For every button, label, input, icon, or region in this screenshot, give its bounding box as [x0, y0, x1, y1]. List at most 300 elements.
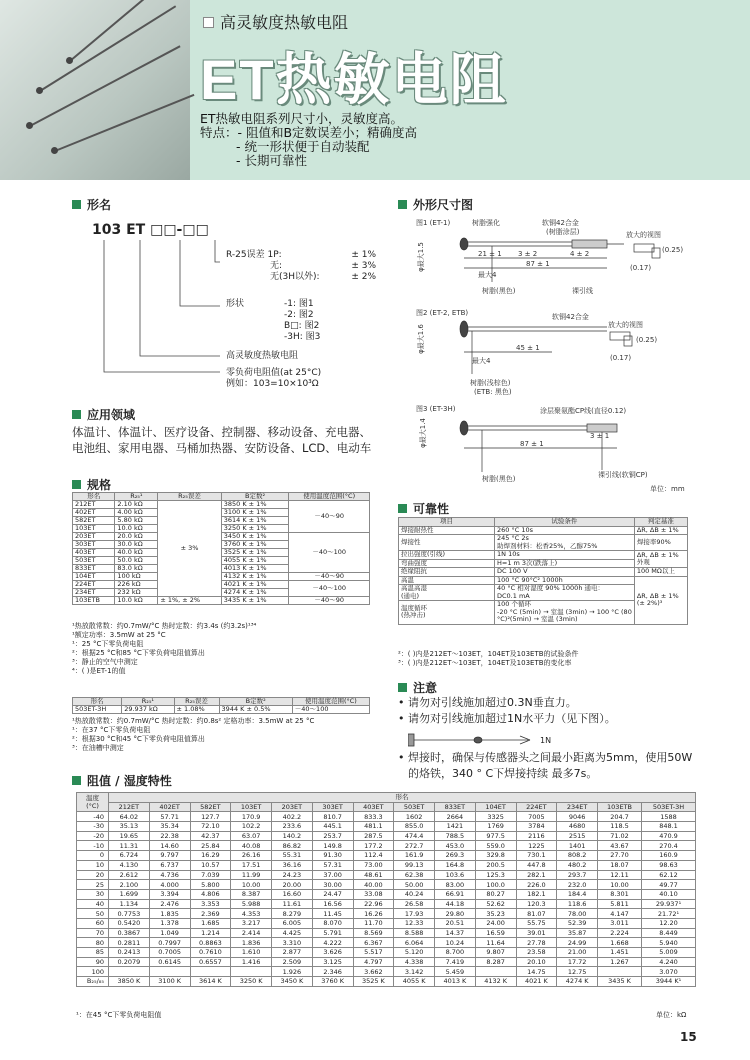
section-rt-heading: 阻值 / 湿度特性	[72, 772, 172, 789]
fig2-label: 图2 (ET-2, ETB)	[416, 309, 469, 317]
cell: 2116	[516, 831, 557, 841]
cell: 30.0 kΩ	[115, 541, 158, 549]
force-diagram	[408, 730, 558, 750]
cell: 2664	[435, 812, 476, 822]
cell: 559.0	[475, 841, 516, 851]
cell: 0.2811	[109, 938, 150, 948]
cell: 形名	[73, 698, 122, 706]
fig1-magnified-label: 放大的视图	[626, 231, 661, 239]
fig1-max4: 最大4	[478, 271, 497, 279]
cell: 焊接性	[399, 535, 495, 551]
cell: 8.287	[475, 957, 516, 967]
spec-notes: ¹热放散常数：约0.7mW/°C 热时定数：约3.4s (约3.2s)¹³⁴ ¹额定功率：3.5mW at 25 °C ¹：25 °C下零负荷电阻 ²：根据25 °C和85 °C下零负荷电阻值算出 ³：静止的空气中测定 ⁴：( )是ET-1的值	[72, 622, 257, 675]
cell: 3850 K ± 1%	[221, 501, 289, 509]
cell: 5.800	[190, 880, 231, 890]
cell: 50.00	[394, 880, 435, 890]
cell: 329.8	[475, 851, 516, 861]
cell: 3.217	[231, 918, 272, 928]
table-row	[77, 957, 696, 967]
cell: 855.0	[394, 822, 435, 832]
application-text: 体温计、体温计、医疗设备、控制器、移动设备、充电器、 电池组、家用电器、马桶加热器、安防设备、LCD、电动车	[72, 425, 372, 455]
cell: 50	[77, 909, 109, 919]
cell: 103ET	[73, 525, 115, 533]
fig1-bare-lead: 裸引线	[572, 287, 593, 295]
cell: 3250 K ± 1%	[221, 525, 289, 533]
fig1-lead-label2: (树脂涂层)	[546, 228, 580, 236]
cell: 60	[77, 918, 109, 928]
cell: 7.039	[190, 870, 231, 880]
cell: 10.24	[435, 938, 476, 948]
cell: 20.10	[516, 957, 557, 967]
cell: 30	[77, 889, 109, 899]
cell: 6.724	[109, 851, 150, 861]
cell: 833.3	[353, 812, 394, 822]
cell: 1.699	[109, 889, 150, 899]
drawing-lines	[412, 214, 712, 496]
cell: 62.38	[394, 870, 435, 880]
cell: 27.78	[516, 938, 557, 948]
cell: 9046	[557, 812, 598, 822]
cell: 503ET-3H	[73, 706, 122, 714]
rt-group-row	[77, 793, 696, 803]
cell: 977.5	[475, 831, 516, 841]
cell: 0.3867	[109, 928, 150, 938]
cell: 100	[77, 967, 109, 977]
cell: 10.00	[598, 880, 642, 890]
cell: 200.5	[475, 860, 516, 870]
cell: 55.75	[516, 918, 557, 928]
cell: 52.39	[557, 918, 598, 928]
cell: 103ETB	[73, 597, 115, 605]
cell: 81.07	[516, 909, 557, 919]
cell: 高温高湿 (通电)	[399, 585, 495, 601]
cell: 100 °C 90°C² 1000h	[495, 576, 635, 585]
cell: 14.37	[435, 928, 476, 938]
cell: 402ET	[73, 509, 115, 517]
cell: 14.75	[516, 967, 557, 977]
cell: ± 1%, ± 2%	[158, 597, 221, 605]
cell: 8.279	[272, 909, 313, 919]
fig3-bare-lead: 裸引线(软铜CP)	[598, 471, 648, 479]
cell: 100.0	[475, 880, 516, 890]
cell: 11.31	[109, 841, 150, 851]
cell: 1.685	[190, 918, 231, 928]
cell: 98.63	[642, 860, 696, 870]
cell: 3100 K	[149, 977, 190, 987]
cell: 12.33	[394, 918, 435, 928]
cell: 2.224	[598, 928, 642, 938]
table-row	[77, 967, 696, 977]
table-row	[77, 918, 696, 928]
cell: 3.353	[190, 899, 231, 909]
cell: 4.338	[394, 957, 435, 967]
cell: 43.67	[598, 841, 642, 851]
cell: 80.27	[475, 889, 516, 899]
cell: 4132 K	[475, 977, 516, 987]
cell: ΔR, ΔB ± 1% (± 2%)³	[634, 576, 687, 624]
section-reliability-heading: 可靠性	[398, 500, 449, 517]
cell: 40.0 kΩ	[115, 549, 158, 557]
section-form-heading: 形名	[72, 196, 111, 213]
cell: R₂₅¹	[122, 698, 174, 706]
cell: 24.99	[557, 938, 598, 948]
cell: 3760 K ± 1%	[221, 541, 289, 549]
cell: 17.93	[394, 909, 435, 919]
notes-list	[398, 695, 698, 727]
cell: 453.0	[435, 841, 476, 851]
reliability-table	[398, 517, 688, 625]
rt-col-header: 234ET	[557, 802, 598, 812]
table-row	[77, 841, 696, 851]
cell: 833ET	[73, 565, 115, 573]
spec-tol-cell: ± 3%	[158, 501, 221, 597]
cell: 4274 K ± 1%	[221, 589, 289, 597]
cell: 40.10	[642, 889, 696, 899]
cell: 20	[77, 870, 109, 880]
cell: 3.070	[642, 967, 696, 977]
fig2-magnified-label: 放大的视图	[608, 321, 643, 329]
fig3-label: 图3 (ET-3H)	[416, 405, 456, 413]
spec-range-cell: －40～100	[289, 581, 370, 597]
table-row	[77, 812, 696, 822]
cell: 3450 K ± 1%	[221, 533, 289, 541]
cell: 4680	[557, 822, 598, 832]
cell: 3525 K	[353, 977, 394, 987]
cell: ΔR, ΔB ± 1%	[634, 526, 687, 535]
cell: 57.31	[312, 860, 353, 870]
cell: 16.29	[190, 851, 231, 861]
table-row	[77, 889, 696, 899]
table-row	[73, 706, 370, 714]
cell: 70	[77, 928, 109, 938]
fig2-017: (0.17)	[610, 354, 632, 362]
cell: 232.0	[557, 880, 598, 890]
cell: 37.00	[312, 870, 353, 880]
cell: 3.626	[312, 948, 353, 958]
cell: 35.87	[557, 928, 598, 938]
cell	[598, 967, 642, 977]
cell: 125.3	[475, 870, 516, 880]
table-row	[77, 880, 696, 890]
cell: 4.00 kΩ	[115, 509, 158, 517]
cell: 22.96	[353, 899, 394, 909]
cell: 3525 K ± 1%	[221, 549, 289, 557]
cell: 11.99	[231, 870, 272, 880]
shape-label: 形状	[226, 299, 245, 309]
cell: 16.59	[475, 928, 516, 938]
cell: 4.353	[231, 909, 272, 919]
rt-col-header: 224ET	[516, 802, 557, 812]
cell: R₂₅误差	[174, 698, 219, 706]
cell: 1588	[642, 812, 696, 822]
cell: 40 °C 相对湿度 90% 1000h 通电： DC0.1 mA	[495, 585, 635, 601]
cell: 1.378	[149, 918, 190, 928]
rel-header-row	[399, 518, 688, 527]
cell: 1.416	[231, 957, 272, 967]
cell: 39.01	[516, 928, 557, 938]
cell: 184.4	[557, 889, 598, 899]
cell: 10.0 kΩ	[115, 525, 158, 533]
cell: 0.6557	[190, 957, 231, 967]
cell: 6.005	[272, 918, 313, 928]
table-row	[77, 822, 696, 832]
cell: 26.16	[231, 851, 272, 861]
spec-col-r25: R₂₅¹	[115, 493, 158, 501]
cell: 403ET	[73, 549, 115, 557]
cell: 253.7	[312, 831, 353, 841]
rt-col-header: 203ET	[272, 802, 313, 812]
rt-col-header: 503ET-3H	[642, 802, 696, 812]
cell: 287.5	[353, 831, 394, 841]
cell: 170.9	[231, 812, 272, 822]
cell: 1401	[557, 841, 598, 851]
cell: 25	[77, 880, 109, 890]
cell: 49.77	[642, 880, 696, 890]
cell: 72.10	[190, 822, 231, 832]
table-row	[399, 526, 688, 535]
cell: 29.80	[435, 909, 476, 919]
table-row	[399, 551, 688, 560]
cell: 2.612	[109, 870, 150, 880]
cell: 503ET	[73, 557, 115, 565]
cell: 5.459	[435, 967, 476, 977]
cell: 272.7	[394, 841, 435, 851]
dimension-drawings	[412, 214, 712, 496]
cell: 91.30	[312, 851, 353, 861]
cell: -20	[77, 831, 109, 841]
cell: 14.60	[149, 841, 190, 851]
table-row	[77, 899, 696, 909]
cell: 11.64	[475, 938, 516, 948]
cell: 10.0 kΩ	[115, 597, 158, 605]
cell: 5.988	[231, 899, 272, 909]
spec-range-cell: －40～90	[289, 597, 370, 605]
zero-load-label: 零负荷电阻值(at 25°C)	[226, 368, 322, 378]
cell: 11.45	[312, 909, 353, 919]
cell: 50.0 kΩ	[115, 557, 158, 565]
cell: 0.7753	[109, 909, 150, 919]
cell: 4013 K ± 1%	[221, 565, 289, 573]
cell: 8.700	[435, 948, 476, 958]
cell: 118.6	[557, 899, 598, 909]
section-notes-heading: 注意	[398, 679, 437, 696]
cell: 11.61	[272, 899, 313, 909]
rt-col-header: 833ET	[435, 802, 476, 812]
spec-col-range: 使用温度范围(°C)	[289, 493, 370, 501]
cell: 4.147	[598, 909, 642, 919]
cell: 42.37	[190, 831, 231, 841]
example-label: 例如：103=10×10³Ω	[226, 379, 319, 389]
cell: 1.451	[598, 948, 642, 958]
cell: 焊接率90%	[634, 535, 687, 551]
cell: 848.1	[642, 822, 696, 832]
table-row	[77, 938, 696, 948]
fig2-resin-etb: (ETB: 黑色)	[474, 388, 512, 396]
cell: 4.736	[149, 870, 190, 880]
note-item: • 请勿对引线施加超过0.3N垂直力。	[398, 696, 577, 709]
cell: 16.26	[353, 909, 394, 919]
cell: -30	[77, 822, 109, 832]
cell: 8.070	[312, 918, 353, 928]
cell: 40.00	[353, 880, 394, 890]
force-label: 1N	[540, 736, 552, 745]
cell: 85	[77, 948, 109, 958]
page-number: 15	[680, 1030, 697, 1044]
fig2-lead-label: 软铜42合金	[552, 313, 589, 321]
cell: H=1 m 3次(跌落上)	[495, 559, 635, 568]
cell: 3784	[516, 822, 557, 832]
cell: 3435 K ± 1%	[221, 597, 289, 605]
cell: 5.940	[642, 938, 696, 948]
cell: 3944 K¹	[642, 977, 696, 987]
rt-header-row	[77, 802, 696, 812]
fig1-dim-3: 3 ± 2	[518, 250, 538, 258]
page-subtitle: 高灵敏度热敏电阻	[203, 10, 348, 33]
cell: 64.02	[109, 812, 150, 822]
tolerance-legend: R-25误差 1P: ± 1% 无: ± 3% 无(3H以外): ± 2%	[226, 250, 376, 282]
fig3-resin: 树脂(黑色)	[482, 475, 516, 483]
cell: 6.737	[149, 860, 190, 870]
cell: 1.049	[149, 928, 190, 938]
cell: 6.367	[353, 938, 394, 948]
spec-col-b: B定数²	[221, 493, 289, 501]
cell: 3.310	[272, 938, 313, 948]
cell: 1602	[394, 812, 435, 822]
cell: 4.425	[272, 928, 313, 938]
cell: 1421	[435, 822, 476, 832]
cell: 12.11	[598, 870, 642, 880]
cell: 35.13	[109, 822, 150, 832]
cell: 0.7997	[149, 938, 190, 948]
fig2-dim-45: 45 ± 1	[516, 344, 540, 352]
cell: 445.1	[312, 822, 353, 832]
cell	[190, 967, 231, 977]
cell: 402.2	[272, 812, 313, 822]
cell: 62.12	[642, 870, 696, 880]
cell: 2.369	[190, 909, 231, 919]
cell: 260 °C 10s	[495, 526, 635, 535]
cell: 29.937¹	[642, 899, 696, 909]
spec-range-cell: －40～90	[289, 573, 370, 581]
cell: 149.8	[312, 841, 353, 851]
cell: 810.7	[312, 812, 353, 822]
cell: 19.65	[109, 831, 150, 841]
cell: 8.569	[353, 928, 394, 938]
rt-col-header: 503ET	[394, 802, 435, 812]
cell: 3.394	[149, 889, 190, 899]
rt-col-header: 212ET	[109, 802, 150, 812]
cell: 17.72	[557, 957, 598, 967]
dims-unit: 单位：mm	[650, 485, 685, 493]
cell: 582ET	[73, 517, 115, 525]
spec-range-cell: －40～90	[289, 501, 370, 533]
cell: 4.806	[190, 889, 231, 899]
fig2-025: (0.25)	[636, 336, 658, 344]
cell: 303ET	[73, 541, 115, 549]
cell: 164.8	[435, 860, 476, 870]
cell: 203ET	[73, 533, 115, 541]
spec-col-name: 形名	[73, 493, 115, 501]
cell: 0.2413	[109, 948, 150, 958]
cell: 4021 K	[516, 977, 557, 987]
rt-corner: 温度 (°C)	[77, 793, 109, 812]
cell: 80	[77, 938, 109, 948]
cell: 204.7	[598, 812, 642, 822]
cell: 3.662	[353, 967, 394, 977]
rt-unit: 单位：kΩ	[656, 1011, 687, 1019]
cell: 1.836	[231, 938, 272, 948]
spec-range-cell: －40～100	[289, 533, 370, 573]
cell: 3944 K ± 0.5%	[219, 706, 292, 714]
cell: 1.214	[190, 928, 231, 938]
cell: 270.4	[642, 841, 696, 851]
rt-col-header: 303ET	[312, 802, 353, 812]
cell: 10.00	[231, 880, 272, 890]
cell: 83.0 kΩ	[115, 565, 158, 573]
cell: 24.00	[475, 918, 516, 928]
cell: 63.07	[231, 831, 272, 841]
cell: 788.5	[435, 831, 476, 841]
table-row	[399, 568, 688, 577]
cell: 0.7610	[190, 948, 231, 958]
cell: 4.240	[642, 957, 696, 967]
cell: 0.5420	[109, 918, 150, 928]
cell: DC 100 V	[495, 568, 635, 577]
spec-col-tol: R₂₅误差	[158, 493, 221, 501]
fig1-dim-4: 4 ± 2	[570, 250, 590, 258]
rt-table	[76, 792, 696, 987]
cell: 1.610	[231, 948, 272, 958]
cell: 730.1	[516, 851, 557, 861]
fig3-dim-3: 3 ± 1	[590, 432, 610, 440]
part-code-diagram	[90, 238, 230, 388]
cell: 2.877	[272, 948, 313, 958]
cell: 18.07	[598, 860, 642, 870]
cell: 226.0	[516, 880, 557, 890]
cell: 224ET	[73, 581, 115, 589]
cell: 100 个循环 -20 °C (5min) → 室温 (3min) → 100 °C (80 °C)²(5min) → 室温 (3min)	[495, 601, 635, 625]
cell: 212ET	[73, 501, 115, 509]
fig2-resin: 树脂(浅棕色)	[470, 379, 511, 387]
cell: 3.142	[394, 967, 435, 977]
cell: 4021 K ± 1%	[221, 581, 289, 589]
cell	[475, 967, 516, 977]
fig1-resin-label: 树脂强化	[472, 219, 500, 227]
cell: 0.2079	[109, 957, 150, 967]
cell: 808.2	[557, 851, 598, 861]
cell: 30.00	[312, 880, 353, 890]
fig1-dim-87: 87 ± 1	[526, 260, 550, 268]
cell: 35.23	[475, 909, 516, 919]
cell: 3435 K	[598, 977, 642, 987]
cell: 0.6145	[149, 957, 190, 967]
cell: 481.1	[353, 822, 394, 832]
cell: 20.51	[435, 918, 476, 928]
rt-col-header: 403ET	[353, 802, 394, 812]
fig1-dim-21: 21 ± 1	[478, 250, 502, 258]
cell: 470.9	[642, 831, 696, 841]
table-row	[77, 977, 696, 987]
cell: 12.20	[642, 918, 696, 928]
cell: 16.60	[272, 889, 313, 899]
cell: -10	[77, 841, 109, 851]
cell: 73.00	[353, 860, 394, 870]
cell: 3100 K ± 1%	[221, 509, 289, 517]
cell: 9.807	[475, 948, 516, 958]
cell: 4.797	[353, 957, 394, 967]
table-row	[77, 860, 696, 870]
cell: 24.23	[272, 870, 313, 880]
